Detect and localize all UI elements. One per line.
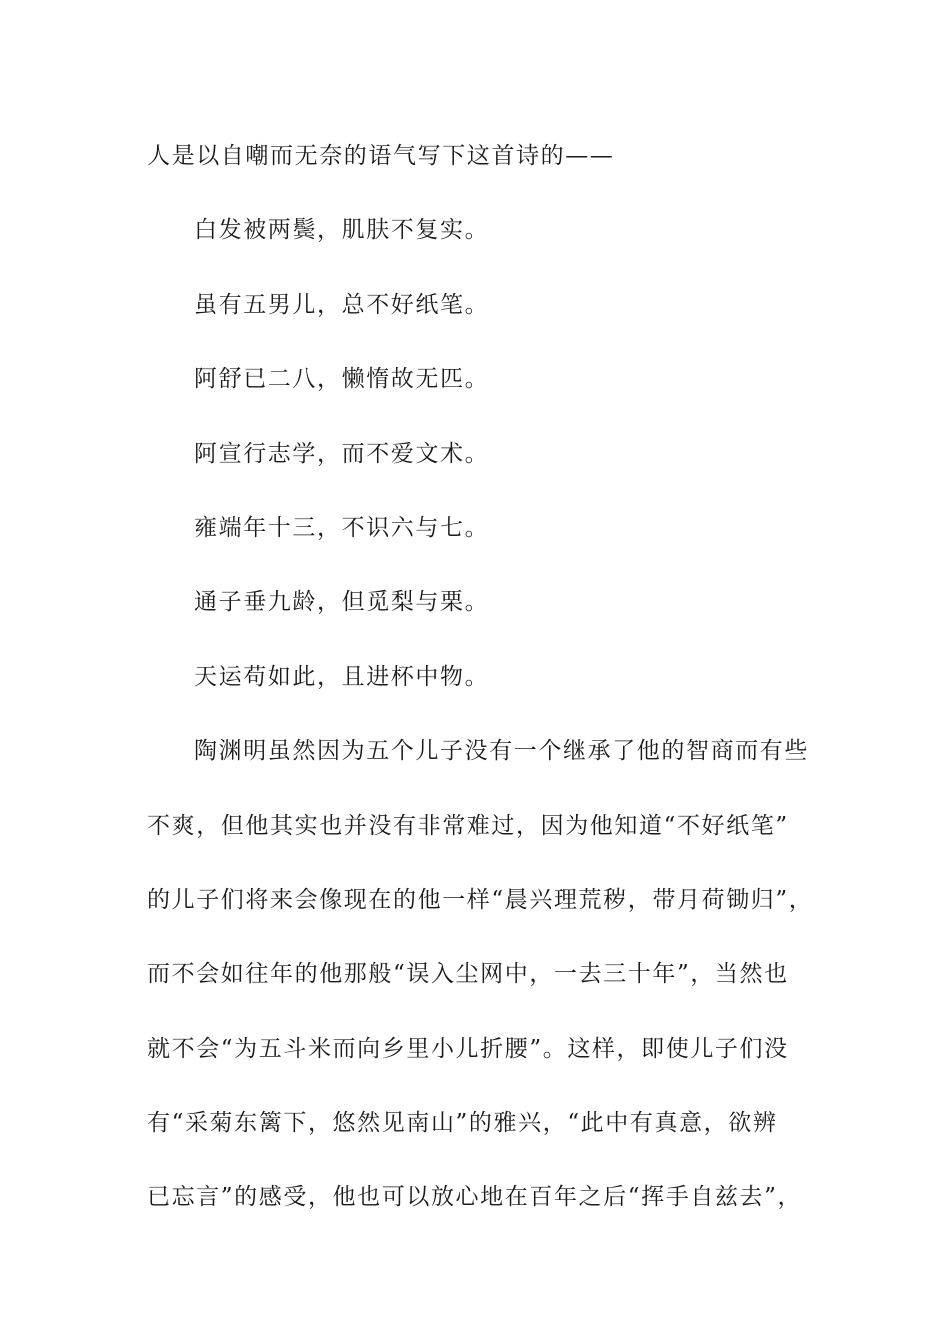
poem-line: 天运苟如此，且进杯中物。 [194,663,490,690]
paragraph-line: 就不会“为五斗米而向乡里小儿折腰”。这样，即使儿子们没 [147,1035,789,1062]
poem-line: 阿宣行志学，而不爱文术。 [194,440,490,467]
paragraph-line: 有“采菊东篱下，悠然见南山”的雅兴，“此中有真意，欲辨 [147,1110,778,1137]
text-line: 人是以自嘲而无奈的语气写下这首诗的—— [147,143,615,169]
poem-line: 通子垂九龄，但觅梨与栗。 [194,589,490,616]
poem-line: 阿舒已二八，懒惰故无匹。 [194,366,490,393]
paragraph-line: 已忘言”的感受，他也可以放心地在百年之后“挥手自兹去”， [147,1184,803,1211]
poem-line: 虽有五男儿，总不好纸笔。 [194,291,490,318]
paragraph-first-line: 陶渊明虽然因为五个儿子没有一个继承了他的智商而有些 [194,738,809,765]
paragraph-line: 的儿子们将来会像现在的他一样“晨兴理荒秽，带月荷锄归”， [147,886,814,913]
poem-line: 雍端年十三，不识六与七。 [194,514,490,541]
paragraph-line: 不爽，但他其实也并没有非常难过，因为他知道“不好纸笔” [147,812,789,839]
paragraph-line: 而不会如往年的他那般“误入尘网中，一去三十年”，当然也 [147,961,789,988]
poem-line: 白发被两鬓，肌肤不复实。 [194,217,490,244]
document-body [147,132,814,1248]
